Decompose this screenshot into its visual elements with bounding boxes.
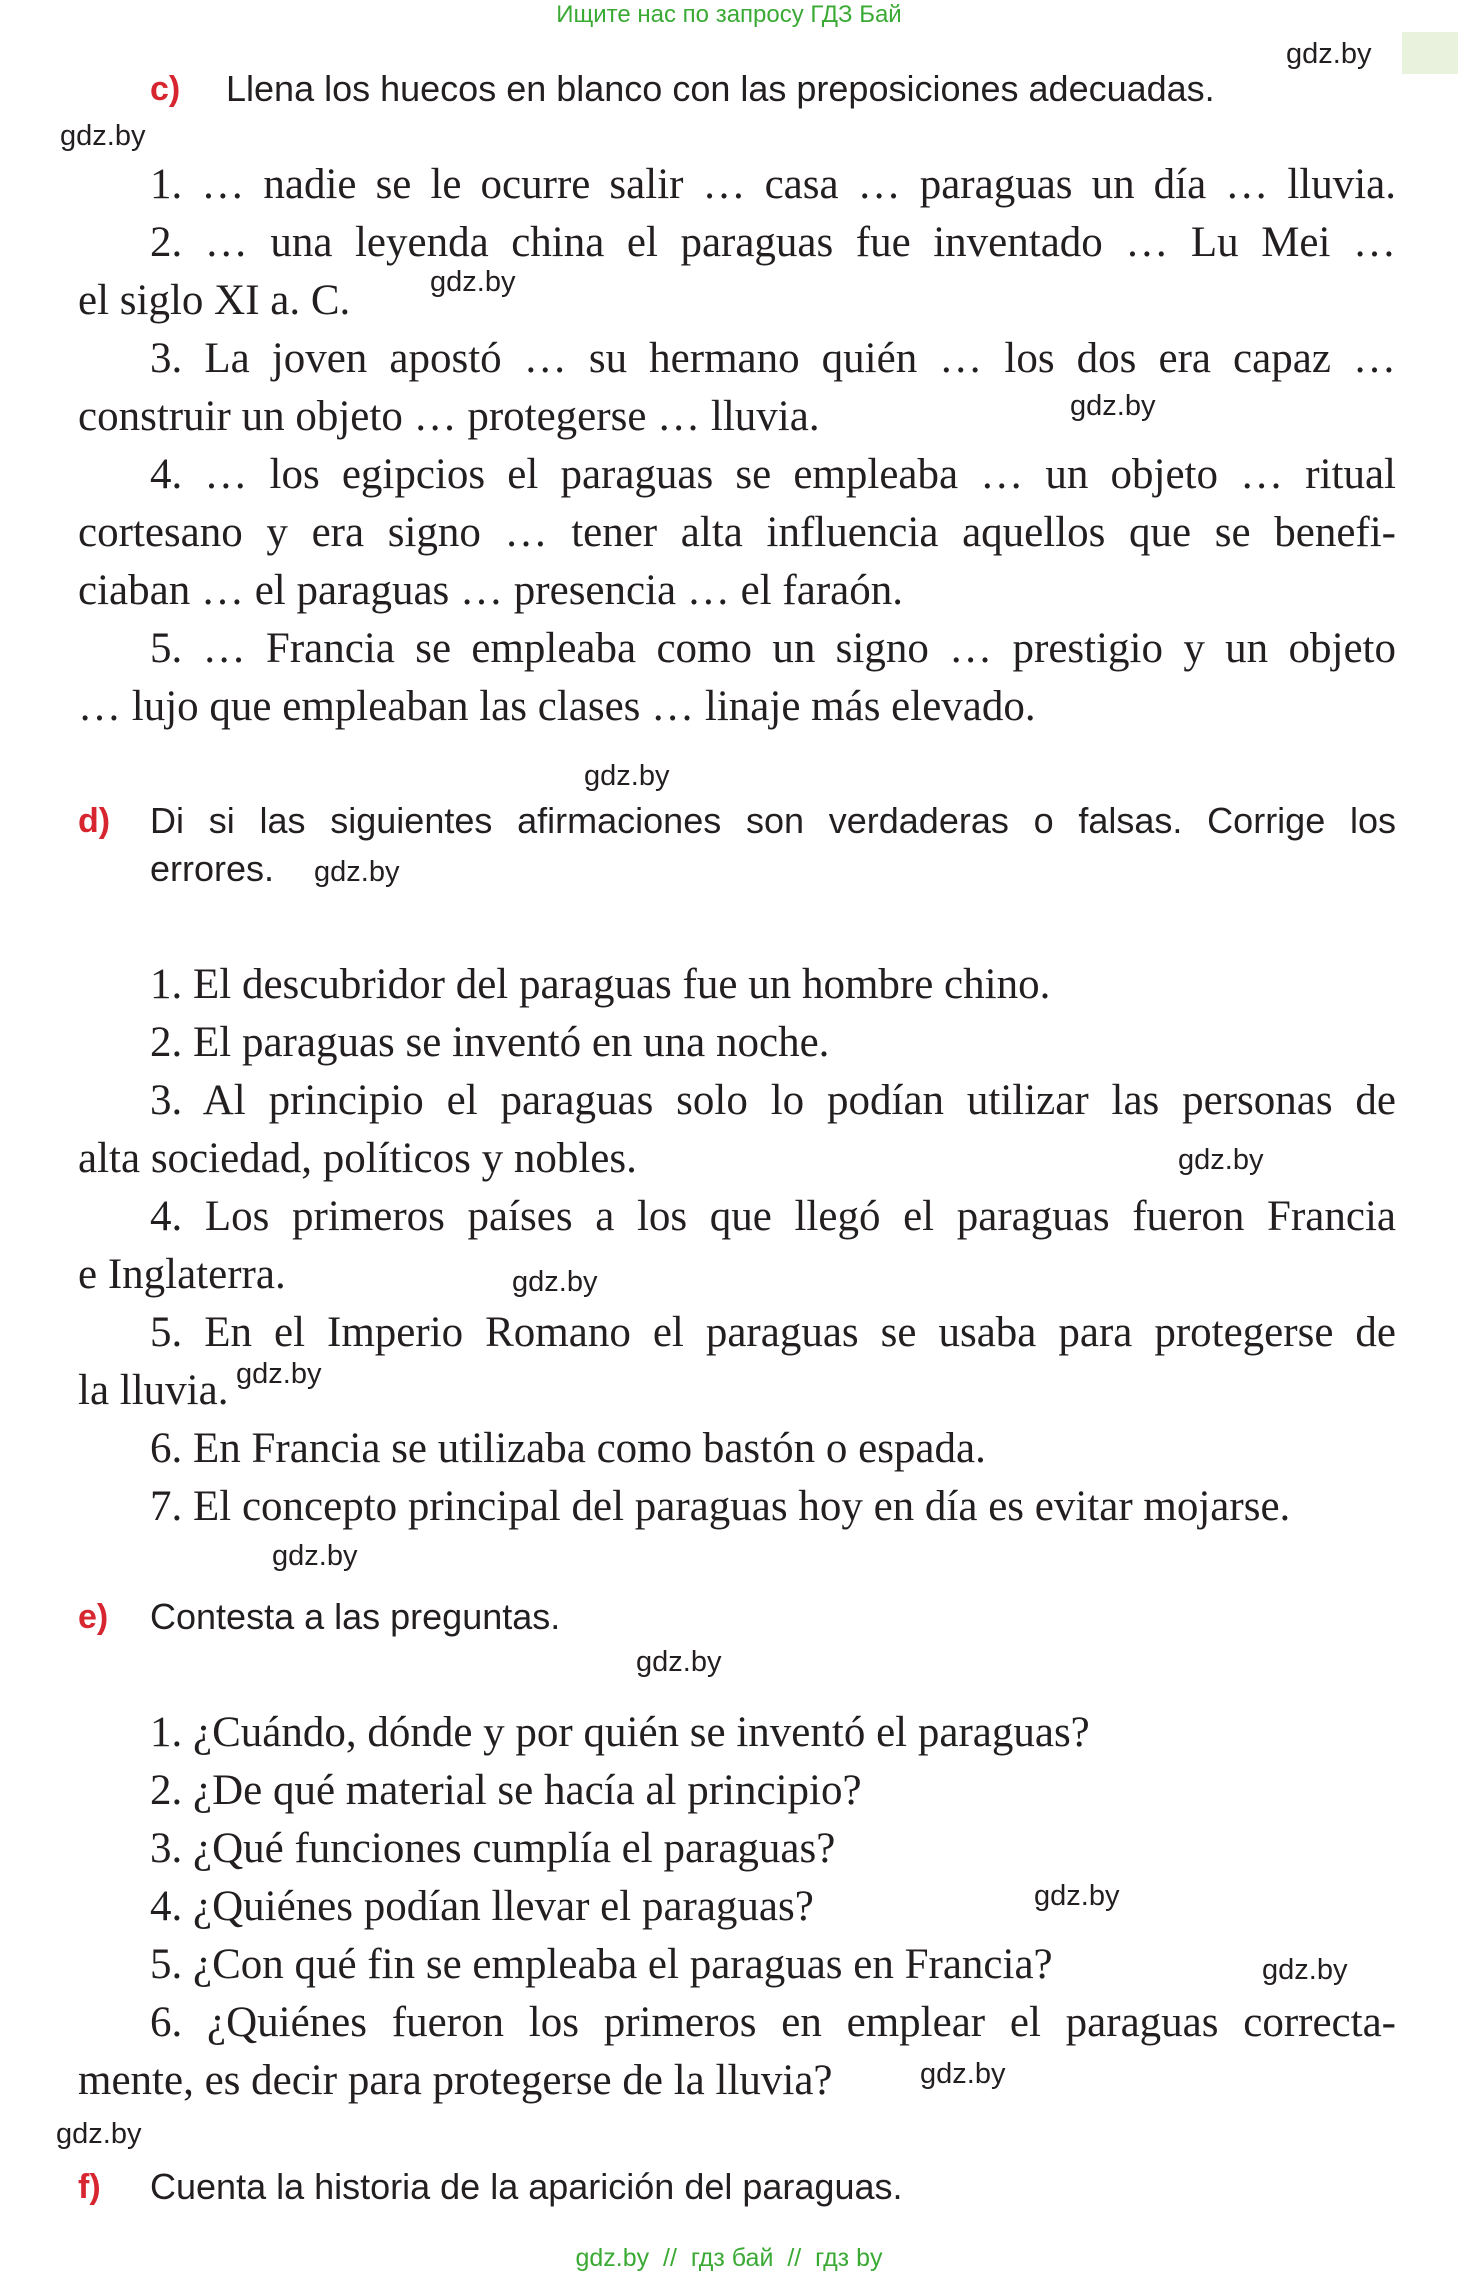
- footer-watermark: gdz.by // гдз бай // гдз by: [575, 2244, 883, 2272]
- watermark: gdz.by: [272, 1540, 358, 1572]
- section-d-line: alta sociedad, políticos y nobles.: [78, 1135, 637, 1182]
- section-c-letter: c): [150, 70, 181, 108]
- watermark: gdz.by: [430, 266, 516, 298]
- section-d-line: 3. Al principio el paraguas solo lo podían utilizar las personas de: [150, 1077, 1396, 1124]
- watermark: gdz.by: [1178, 1144, 1264, 1176]
- section-d-line: 7. El concepto principal del paraguas hoy en día es evitar mojarse.: [150, 1483, 1291, 1530]
- watermark: gdz.by: [1034, 1880, 1120, 1912]
- section-d-line: 5. En el Imperio Romano el paraguas se usaba para protegerse de: [150, 1309, 1396, 1356]
- watermark: gdz.by: [60, 120, 146, 152]
- section-c-line: ciaban … el paraguas … presencia … el faraón.: [78, 567, 903, 614]
- section-e-instruction: Contesta a las preguntas.: [150, 1596, 561, 1637]
- watermark: gdz.by: [56, 2118, 142, 2150]
- watermark: gdz.by: [1262, 1954, 1348, 1986]
- section-d-letter: d): [78, 802, 111, 840]
- section-e-line: 5. ¿Con qué fin se empleaba el paraguas en Francia?: [150, 1941, 1053, 1988]
- section-d-instruction-cont: errores.: [150, 848, 275, 889]
- watermark: gdz.by: [236, 1358, 322, 1390]
- section-c-instruction: Llena los huecos en blanco con las preposiciones adecuadas.: [226, 68, 1215, 109]
- section-f-instruction: Cuenta la historia de la aparición del paraguas.: [150, 2166, 903, 2207]
- section-d-line: la lluvia.: [78, 1367, 229, 1414]
- section-c-line: 4. … los egipcios el paraguas se empleaba … un objeto … ritual: [150, 451, 1396, 498]
- section-c-line: 5. … Francia se empleaba como un signo … prestigio y un objeto: [150, 625, 1396, 672]
- corner-tab: [1402, 32, 1458, 74]
- section-e-line: 6. ¿Quiénes fueron los primeros en emplear el paraguas correcta-: [150, 1999, 1396, 2046]
- watermark: gdz.by: [1286, 38, 1372, 70]
- watermark: gdz.by: [584, 760, 670, 792]
- section-f-letter: f): [78, 2168, 101, 2206]
- section-d-line: 1. El descubridor del paraguas fue un hombre chino.: [150, 961, 1051, 1008]
- watermark: gdz.by: [1070, 390, 1156, 422]
- section-e-line: 3. ¿Qué funciones cumplía el paraguas?: [150, 1825, 836, 1872]
- section-d-instruction: Di si las siguientes afirmaciones son verdaderas o falsas. Corrige los: [150, 800, 1396, 841]
- section-c-line: el siglo XI a. C.: [78, 277, 351, 324]
- section-e-line: 4. ¿Quiénes podían llevar el paraguas?: [150, 1883, 814, 1930]
- section-c-line: 2. … una leyenda china el paraguas fue inventado … Lu Mei …: [150, 219, 1396, 266]
- section-e-line: 1. ¿Cuándo, dónde y por quién se inventó el paraguas?: [150, 1709, 1090, 1756]
- watermark: gdz.by: [314, 856, 400, 888]
- watermark: gdz.by: [636, 1646, 722, 1678]
- section-e-line: mente, es decir para protegerse de la lluvia?: [78, 2057, 833, 2104]
- top-banner: Ищите нас по запросу ГДЗ Бай: [556, 1, 902, 28]
- watermark: gdz.by: [920, 2058, 1006, 2090]
- section-d-line: e Inglaterra.: [78, 1251, 286, 1298]
- section-c-line: 3. La joven apostó … su hermano quién … los dos era capaz …: [150, 335, 1396, 382]
- section-d-line: 4. Los primeros países a los que llegó el paraguas fueron Francia: [150, 1193, 1396, 1240]
- watermark: gdz.by: [512, 1266, 598, 1298]
- section-d-line: 2. El paraguas se inventó en una noche.: [150, 1019, 830, 1066]
- section-c-line: 1. … nadie se le ocurre salir … casa … paraguas un día … lluvia.: [150, 161, 1396, 208]
- section-e-letter: e): [78, 1598, 109, 1636]
- section-d-line: 6. En Francia se utilizaba como bastón o espada.: [150, 1425, 986, 1472]
- section-e-line: 2. ¿De qué material se hacía al principio?: [150, 1767, 862, 1814]
- section-c-line: cortesano y era signo … tener alta influencia aquellos que se benefi-: [78, 509, 1396, 556]
- section-c-line: … lujo que empleaban las clases … linaje más elevado.: [78, 683, 1036, 730]
- section-c-line: construir un objeto … protegerse … lluvia.: [78, 393, 820, 440]
